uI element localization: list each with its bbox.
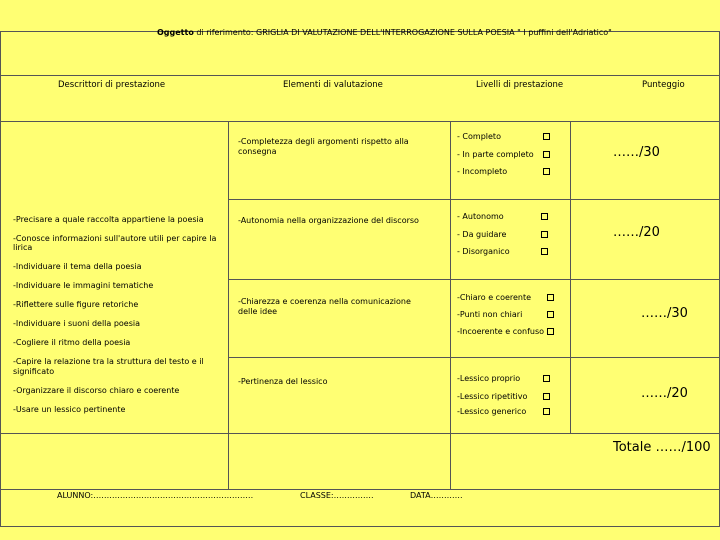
level-option: - Autonomo (457, 212, 504, 221)
column-header-levels: Livelli di prestazione (476, 80, 564, 90)
criterion-element: -Autonomia nella organizzazione del discorso (238, 216, 419, 225)
class-field[interactable]: CLASSE:…………… (300, 491, 374, 500)
row-divider (0, 433, 720, 434)
criterion-score: ……/20 (641, 386, 688, 401)
column-header-descriptors: Descrittori di prestazione (58, 80, 166, 90)
descriptors-list (13, 205, 223, 424)
row-divider (0, 121, 720, 122)
row-divider (228, 279, 720, 280)
list-item: -Organizzare il discorso chiaro e coerente (13, 385, 180, 395)
level-checkbox[interactable] (543, 393, 550, 400)
row-divider (0, 526, 720, 527)
criterion-score: ……/20 (613, 225, 660, 240)
criterion-score: ……/30 (641, 306, 688, 321)
criterion-element: -Completezza degli argomenti rispetto alla consegna (238, 137, 409, 156)
level-option: -Incoerente e confuso (457, 327, 545, 336)
col-divider (450, 121, 451, 489)
date-field[interactable]: DATA………… (410, 491, 463, 500)
list-item: -Usare un lessico pertinente (13, 404, 126, 414)
level-checkbox[interactable] (543, 133, 550, 140)
criterion-score: ……/30 (613, 145, 660, 160)
row-divider (0, 489, 720, 490)
row-divider (0, 75, 720, 76)
criterion-element: -Pertinenza del lessico (238, 377, 328, 386)
list-item: -Individuare i suoni della poesia (13, 319, 141, 328)
level-option: - Da guidare (457, 230, 507, 239)
row-divider (228, 199, 720, 200)
list-item: -Riflettere sulle figure retoriche (13, 300, 139, 309)
level-checkbox[interactable] (547, 328, 554, 335)
col-divider (570, 121, 571, 433)
level-checkbox[interactable] (543, 408, 550, 415)
level-option: -Punti non chiari (457, 310, 523, 319)
heading-label: Oggetto (157, 28, 194, 37)
level-option: -Lessico generico (457, 407, 527, 416)
level-checkbox[interactable] (541, 231, 548, 238)
criterion-element: -Chiarezza e coerenza nella comunicazione delle idee (238, 297, 411, 316)
total-score: Totale ……/100 (613, 440, 711, 455)
col-divider (0, 31, 1, 526)
level-option: -Lessico ripetitivo (457, 392, 528, 401)
list-item: -Individuare le immagini tematiche (13, 281, 154, 290)
level-option: -Chiaro e coerente (457, 293, 532, 302)
list-item: -Capire la relazione tra la struttura del testo e il significato (13, 357, 204, 376)
list-item: -Conosce informazioni sull'autore utili per capire la lirica (13, 233, 217, 252)
grid-heading (157, 28, 612, 38)
level-option: - Completo (457, 132, 501, 141)
level-checkbox[interactable] (543, 151, 550, 158)
list-item: -Cogliere il ritmo della poesia (13, 338, 131, 347)
column-header-elements: Elementi di valutazione (283, 80, 383, 90)
heading-text: di riferimento: GRIGLIA DI VALUTAZIONE DELL'INTERROGAZIONE SULLA POESIA " I puffini dell'Adriatico" (193, 28, 612, 37)
col-divider (228, 121, 229, 489)
column-header-score: Punteggio (642, 80, 685, 90)
level-option: - Disorganico (457, 247, 510, 256)
list-item: -Precisare a quale raccolta appartiene la poesia (13, 214, 204, 224)
level-option: -Lessico proprio (457, 374, 521, 383)
level-checkbox[interactable] (541, 248, 548, 255)
level-option: - Incompleto (457, 167, 508, 176)
level-checkbox[interactable] (543, 375, 550, 382)
student-field[interactable]: ALUNNO:…………………………………………………… (57, 491, 254, 500)
level-checkbox[interactable] (547, 294, 554, 301)
row-divider (228, 357, 720, 358)
level-checkbox[interactable] (547, 311, 554, 318)
level-checkbox[interactable] (541, 213, 548, 220)
list-item: -Individuare il tema della poesia (13, 262, 142, 271)
level-checkbox[interactable] (543, 168, 550, 175)
level-option: - In parte completo (457, 150, 534, 159)
